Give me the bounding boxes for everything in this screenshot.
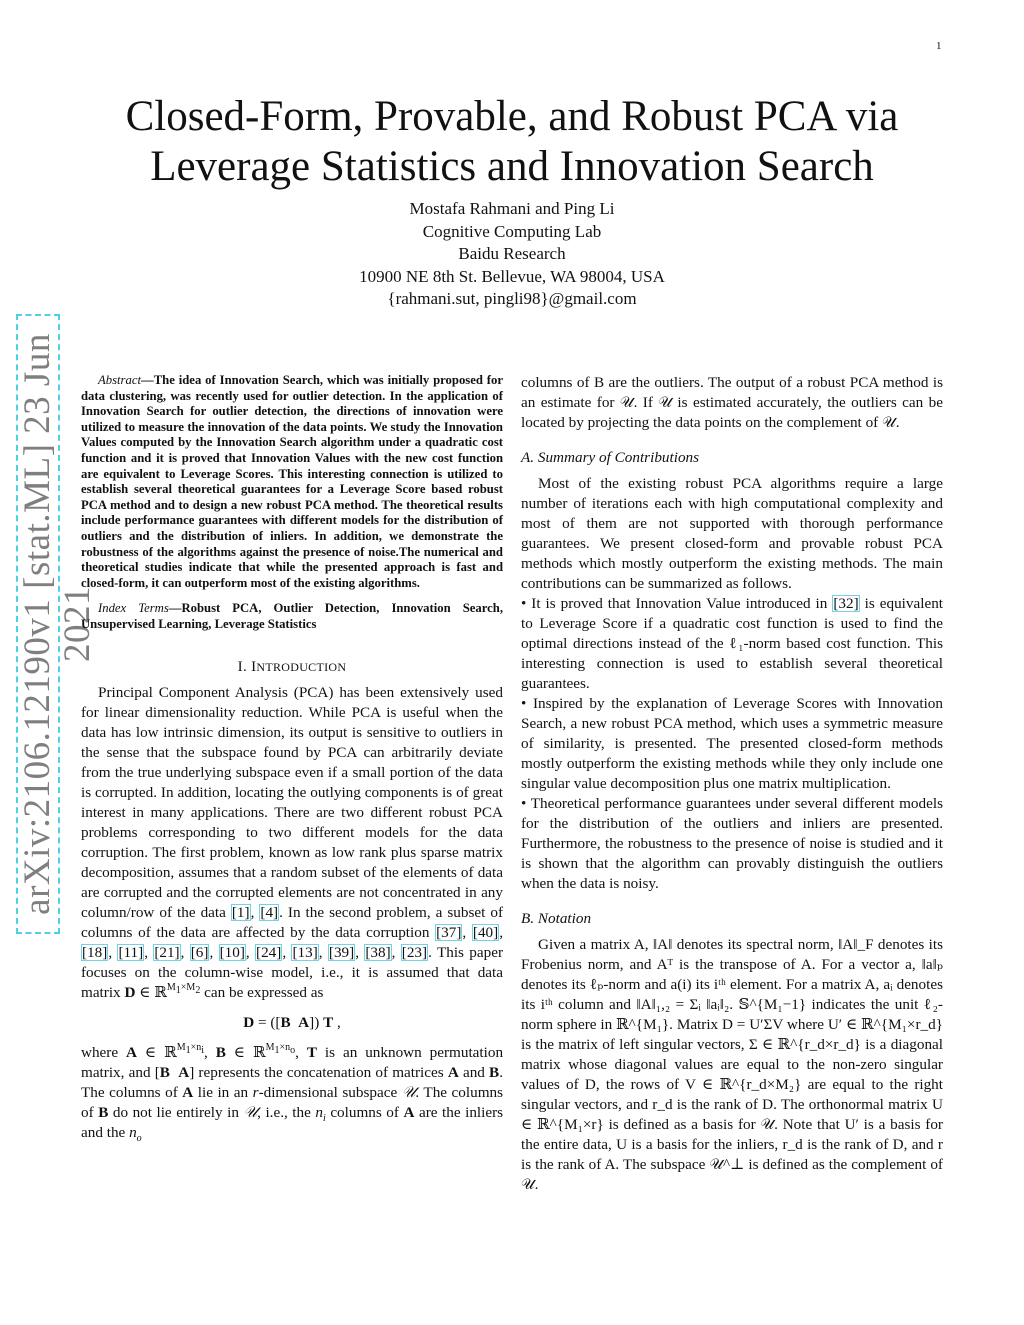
index-terms: [81, 601, 503, 632]
citation-link[interactable]: [11]: [118, 943, 144, 961]
citation-link[interactable]: [37]: [436, 923, 462, 941]
right-paragraph-0: columns of B are the outliers. The output of a robust PCA method is an estimate for 𝒰. If 𝒰 is estimated accurately, the outliers can be located by projecting the data points on the complement of 𝒰.: [521, 374, 943, 431]
citation-link[interactable]: [23]: [401, 943, 428, 961]
citation-link[interactable]: [24]: [256, 943, 282, 961]
page-number: 1: [936, 40, 942, 52]
author-block: [240, 198, 784, 311]
title-line-1: Closed-Form, Provable, and Robust PCA via: [125, 93, 899, 140]
equation-1: D = ([B A]) T ,: [243, 1013, 341, 1031]
author-names: Mostafa Rahmani and Ping Li: [409, 199, 615, 218]
index-terms-text: —Robust PCA, Outlier Detection, Innovation Search, Unsupervised Learning, Leverage Statistics: [81, 601, 503, 631]
citation-link[interactable]: [39]: [328, 943, 355, 961]
contribution-bullet-3: • Theoretical performance guarantees under several different models for the distribution of the outliers and inliers are presented. Furthermore, the robustness to the presence of noise is studied and it is shown that the algorithm can provably distinguish the outliers when the data is noisy.: [521, 795, 943, 892]
contribution-bullet-1: • It is proved that Innovation Value introduced in [32] is equivalent to Leverage Score if a quadratic cost function is used to find the optimal directions instead of the ℓ₁-norm based cost function. This interesting connection is used to establish several theoretical guarantees.: [521, 595, 944, 692]
intro-paragraph-1: Principal Component Analysis (PCA) has been extensively used for linear dimensionality reduction. While PCA is useful when the data has low intrinsic dimension, its output is sensitive to outliers in the sense that the subspace found by PCA can arbitrarily deviate from the true underlying subspace even if a small portion of the data is corrupted. In addition, locating the outlying components is of great interest in many applications. There are two different robust PCA problems corresponding to two different models for the data corruption. The first problem, known as low rank plus sparse matrix decomposition, assumes that a random subset of the elements of data are corrupted and the corrupted elements are not concentrated in any column/row of the data [1], [4]. In the second problem, a subset of columns of the data are affected by the data corruption [37], [40], [18], [11], [21], [6], [10], [24], [13], [39], [38], [23]. This paper focuses on the column-wise model, i.e., it is assumed that data matrix D ∈ ℝ$^{M_1\times M_2}$ can be expressed as: [81, 683, 504, 1001]
notation-paragraph: Given a matrix A, ‖A‖ denotes its spectral norm, ‖A‖_F denotes its Frobenius norm, and Aᵀ is the transpose of A. For a vector a, ‖a‖ₚ denotes its ℓₚ-norm and a(i) its iᵗʰ element. For a matrix A, aᵢ denotes its iᵗʰ column and ‖A‖₁,₂ = Σᵢ ‖aᵢ‖₂. 𝕊^{M₁−1} indicates the unit ℓ₂-norm sphere in ℝ^{M₁}. Matrix D = U′ΣV where U′ ∈ ℝ^{M₁×r_d} is the matrix of left singular vectors, Σ ∈ ℝ^{r_d×r_d} is a diagonal matrix whose diagonal values are equal to the non-zero singular values of D, the rows of V ∈ ℝ^{r_d×M₂} are equal to the right singular vectors, and r_d is the rank of D. The orthonormal matrix U ∈ ℝ^{M₁×r} is defined as a basis for 𝒰. Note that U′ is a basis for the entire data, U is a basis for the inliers, r_d is the rank of D, and r is the rank of A. The subspace 𝒰^⊥ is defined as the complement of 𝒰.: [521, 936, 943, 1193]
subsection-heading-notation: B. Notation: [521, 910, 592, 927]
citation-link[interactable]: [32]: [833, 595, 859, 612]
subsection-heading-contributions: A. Summary of Contributions: [521, 449, 700, 466]
author-email: {rahmani.sut, pingli98}@gmail.com: [387, 289, 637, 308]
citation-link[interactable]: [4]: [260, 903, 279, 921]
index-terms-label: Index Terms: [98, 601, 169, 616]
citation-link[interactable]: [18]: [82, 943, 108, 961]
title-line-2: Leverage Statistics and Innovation Search: [150, 143, 874, 190]
citation-link[interactable]: [13]: [292, 943, 318, 961]
citation-link[interactable]: [10]: [219, 943, 245, 961]
right-column: [521, 373, 943, 1195]
arxiv-stamp[interactable]: arXiv:2106.12190v1 [stat.ML] 23 Jun 2021: [16, 314, 60, 934]
contribution-bullet-2: • Inspired by the explanation of Leverage Scores with Innovation Search, a new robust PCA method, which uses a symmetric measure of similarity, is presented. The presented closed-form methods mostly outperform the existing methods while they only include one singular value decomposition plus one matrix multiplication.: [521, 695, 943, 792]
intro-paragraph-2: where A ∈ ℝ$^{M_1\times n_i}$, B ∈ ℝ$^{M_1\times n_o}$, T is an unknown permutation matrix, and [B A] represents the concatenation of matrices A and B. The columns of A lie in an r-dimensional subspace 𝒰. The columns of B do not lie entirely in 𝒰, i.e., the $n_i$ columns of A are the inliers and the $n_o$: [81, 1042, 504, 1144]
citation-link[interactable]: [40]: [472, 923, 499, 941]
citation-link[interactable]: [21]: [154, 943, 180, 961]
abstract: [81, 373, 503, 591]
contributions-paragraph: Most of the existing robust PCA algorithms require a large number of iterations each with high computational complexity and most of them are not supported with thorough performance guarantees. We present closed-form and provable robust PCA methods which mostly outperform the existing methods. The main contributions can be summarized as follows.: [521, 475, 943, 592]
left-column: [81, 373, 503, 1143]
abstract-label: Abstract: [98, 373, 141, 387]
paper-title: [90, 92, 934, 192]
author-address: 10900 NE 8th St. Bellevue, WA 98004, USA: [359, 266, 665, 286]
citation-link[interactable]: [6]: [190, 943, 209, 961]
section-heading-introduction: I. INTRODUCTION: [237, 658, 347, 675]
citation-link[interactable]: [1]: [231, 903, 250, 921]
author-org: Baidu Research: [458, 244, 566, 263]
author-lab: Cognitive Computing Lab: [422, 221, 602, 241]
citation-link[interactable]: [38]: [365, 943, 391, 961]
abstract-text: —The idea of Innovation Search, which was initially proposed for data clustering, was recently used for outlier detection. In the application of Innovation Search for outlier detection, the directions of innovation were utilized to measure the innovation of the data points. We study the Innovation Values computed by the Innovation Search algorithm under a quadratic cost function and it is proved that Innovation Values with the new cost function are equivalent to Leverage Scores. This interesting connection is utilized to establish several theoretical guarantees for a Leverage Score based robust PCA method and to design a new robust PCA method. The theoretical results include performance guarantees with different models for the distribution of outliers and the distribution of inliers. In addition, we demonstrate the robustness of the algorithms against the presence of noise.The numerical and theoretical studies indicate that while the presented approach is fast and closed-form, it can outperform most of the existing algorithms.: [81, 373, 503, 590]
